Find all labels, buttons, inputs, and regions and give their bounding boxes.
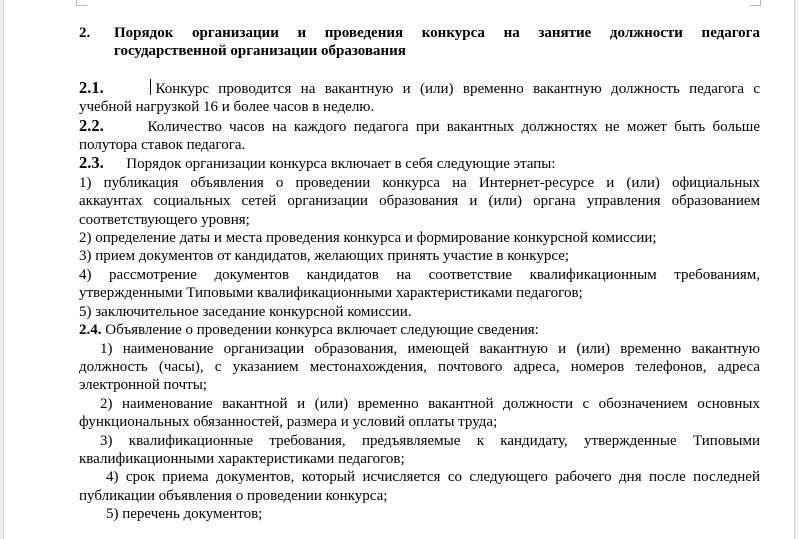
paragraph-line: [79, 117, 760, 136]
paragraph-line: [79, 79, 760, 98]
paragraph-line: полутора ставок педагога.: [79, 137, 246, 154]
margin-corner-mark-right: [750, 0, 761, 6]
paragraph-number: 2.4.: [79, 322, 102, 339]
paragraph-number: 2.3.: [79, 153, 104, 173]
list-item-line: 4) рассмотрение документов кандидатов на соответствие квалификационным требованиям,: [79, 266, 760, 283]
paragraph-line: [79, 321, 760, 339]
list-item-line: 3) прием документов от кандидатов, желающих принять участие в конкурсе;: [79, 248, 570, 265]
paragraph-text: Количество часов на каждого педагога при вакантных должностях не может быть больше: [147, 118, 761, 135]
paragraph-text: Объявление о проведении конкурса включает следующие сведения:: [105, 322, 539, 339]
list-item-line: 1) наименование организации образования, имеющей вакантную и (или) временно вакантную: [100, 340, 760, 357]
list-item-line: 2) определение даты и места проведения конкурса и формирование конкурсной комиссии;: [79, 230, 657, 247]
blank-line: [79, 61, 760, 79]
paragraph-number: 2.1.: [79, 77, 104, 97]
document-page: [3, 0, 795, 539]
section-title-line: государственной организации образования: [114, 43, 406, 60]
list-item-line: 5) перечень документов;: [106, 506, 263, 523]
paragraph-number: 2.2.: [79, 115, 104, 135]
list-item-line: электронной почты;: [79, 377, 207, 394]
paragraph-text: Конкурс проводится на вакантную и (или) временно вакантную должность педагога с: [155, 80, 760, 97]
list-item-line: утвержденными Типовыми квалификационными характеристиками педагогов;: [79, 285, 583, 302]
document-body[interactable]: [79, 24, 760, 524]
paragraph-line: [79, 154, 760, 173]
list-item-line: 2) наименование вакантной и (или) временно вакантной должности с обозначением основных: [100, 395, 760, 412]
list-item-line: функциональных обязанностей, размера и условий оплаты труда;: [79, 414, 498, 431]
list-item-line: 3) квалификационные требования, предъявляемые к кандидату, утвержденные Типовыми: [100, 432, 760, 449]
list-item-line: публикации объявления о проведении конкурса;: [79, 487, 388, 504]
paragraph-text: Порядок организации конкурса включает в себя следующие этапы:: [126, 156, 556, 173]
list-item-line: аккаунтах социальных сетей организации образования и (или) органа управления образованием: [79, 193, 760, 210]
section-title-line: Порядок организации и проведения конкурса на занятие должности педагога: [114, 25, 760, 41]
paragraph-line: учебной нагрузкой 16 и более часов в неделю.: [79, 99, 375, 116]
text-cursor: [150, 79, 151, 95]
list-item-line: соответствующего уровня;: [79, 211, 250, 228]
section-heading: [79, 24, 760, 61]
list-item-line: 1) публикация объявления о проведении конкурса на Интернет-ресурсе и (или) официальных: [79, 174, 760, 191]
list-item-line: должность (часы), с указанием местонахождения, почтового адреса, номеров телефонов, адреса: [79, 358, 760, 375]
list-item-line: 4) срок приема документов, который исчисляется со следующего рабочего дня после последней: [106, 469, 760, 486]
margin-corner-mark-left: [76, 0, 87, 6]
list-item-line: 5) заключительное заседание конкурсной комиссии.: [79, 303, 412, 320]
section-number: 2.: [79, 25, 91, 41]
list-item-line: квалификационными характеристиками педагогов;: [79, 450, 405, 467]
